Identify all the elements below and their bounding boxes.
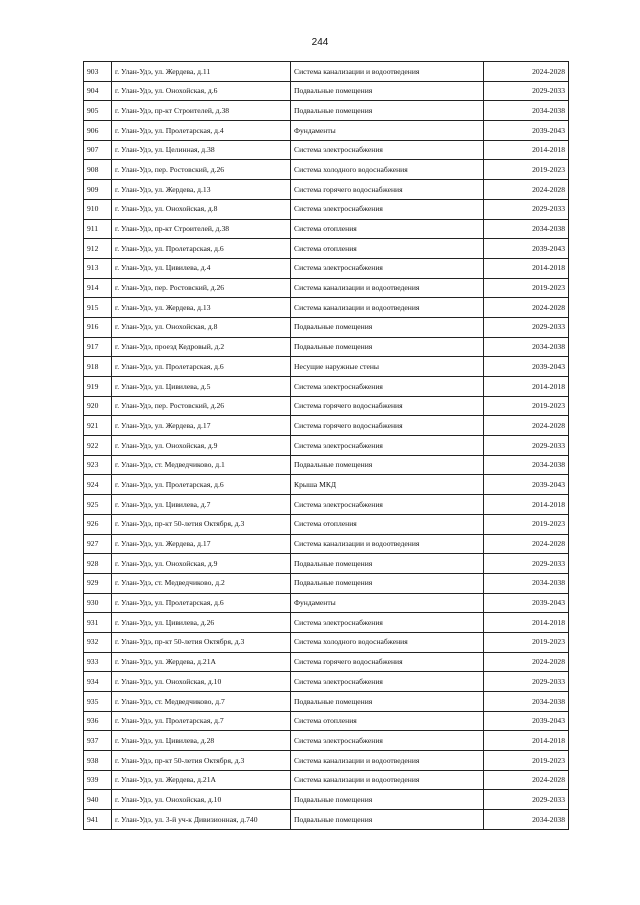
row-system: Система отопления (291, 239, 484, 259)
row-period: 2039-2043 (484, 593, 569, 613)
row-system: Система канализации и водоотведения (291, 751, 484, 771)
row-system: Система отопления (291, 711, 484, 731)
row-system: Система электроснабжения (291, 199, 484, 219)
row-period: 2034-2038 (484, 337, 569, 357)
repair-schedule-table (83, 61, 569, 830)
row-address: г. Улан-Удэ, ст. Медведчиково, д.7 (112, 692, 291, 712)
row-system: Система отопления (291, 514, 484, 534)
row-system: Система электроснабжения (291, 140, 484, 160)
table-row (84, 790, 569, 810)
row-system: Подвальные помещения (291, 692, 484, 712)
row-system: Фундаменты (291, 121, 484, 141)
row-number: 936 (84, 711, 112, 731)
row-period: 2029-2033 (484, 199, 569, 219)
table-row (84, 455, 569, 475)
row-system: Система холодного водоснабжения (291, 632, 484, 652)
row-number: 941 (84, 810, 112, 830)
table-row (84, 258, 569, 278)
row-period: 2029-2033 (484, 436, 569, 456)
row-address: г. Улан-Удэ, пер. Ростовский, д.26 (112, 396, 291, 416)
row-number: 929 (84, 573, 112, 593)
table-row (84, 554, 569, 574)
row-system: Подвальные помещения (291, 337, 484, 357)
row-address: г. Улан-Удэ, ул. Онохойская, д.9 (112, 554, 291, 574)
row-address: г. Улан-Удэ, пер. Ростовский, д.26 (112, 160, 291, 180)
table-row (84, 573, 569, 593)
row-period: 2039-2043 (484, 357, 569, 377)
row-period: 2034-2038 (484, 455, 569, 475)
table-row (84, 593, 569, 613)
row-number: 906 (84, 121, 112, 141)
row-number: 927 (84, 534, 112, 554)
row-number: 930 (84, 593, 112, 613)
row-number: 934 (84, 672, 112, 692)
row-number: 903 (84, 62, 112, 82)
row-period: 2014-2018 (484, 377, 569, 397)
table-row (84, 613, 569, 633)
row-period: 2014-2018 (484, 731, 569, 751)
row-number: 926 (84, 514, 112, 534)
table-row (84, 770, 569, 790)
row-number: 916 (84, 317, 112, 337)
row-address: г. Улан-Удэ, ст. Медведчиково, д.1 (112, 455, 291, 475)
row-system: Система электроснабжения (291, 436, 484, 456)
row-period: 2024-2028 (484, 180, 569, 200)
row-period: 2014-2018 (484, 258, 569, 278)
row-system: Несущие наружные стены (291, 357, 484, 377)
row-address: г. Улан-Удэ, пр-кт 50-летия Октября, д.3 (112, 632, 291, 652)
row-address: г. Улан-Удэ, ул. Жердева, д.21А (112, 770, 291, 790)
table-row (84, 219, 569, 239)
row-number: 914 (84, 278, 112, 298)
row-number: 928 (84, 554, 112, 574)
row-address: г. Улан-Удэ, ул. Целинная, д.38 (112, 140, 291, 160)
row-address: г. Улан-Удэ, пр-кт 50-летия Октября, д.3 (112, 751, 291, 771)
row-period: 2019-2023 (484, 514, 569, 534)
row-period: 2014-2018 (484, 613, 569, 633)
row-number: 911 (84, 219, 112, 239)
row-address: г. Улан-Удэ, пр-кт Строителей, д.38 (112, 219, 291, 239)
row-address: г. Улан-Удэ, пр-кт Строителей, д.38 (112, 101, 291, 121)
row-period: 2019-2023 (484, 396, 569, 416)
table-row (84, 475, 569, 495)
row-system: Система электроснабжения (291, 495, 484, 515)
row-address: г. Улан-Удэ, ул. Цивилева, д.5 (112, 377, 291, 397)
row-period: 2039-2043 (484, 711, 569, 731)
row-period: 2024-2028 (484, 770, 569, 790)
row-period: 2029-2033 (484, 81, 569, 101)
row-number: 907 (84, 140, 112, 160)
row-number: 912 (84, 239, 112, 259)
row-period: 2029-2033 (484, 317, 569, 337)
row-address: г. Улан-Удэ, ул. Онохойская, д.8 (112, 317, 291, 337)
table-row (84, 396, 569, 416)
row-system: Подвальные помещения (291, 317, 484, 337)
row-system: Подвальные помещения (291, 455, 484, 475)
row-period: 2034-2038 (484, 810, 569, 830)
row-number: 940 (84, 790, 112, 810)
row-number: 938 (84, 751, 112, 771)
row-system: Подвальные помещения (291, 554, 484, 574)
row-system: Фундаменты (291, 593, 484, 613)
row-system: Система канализации и водоотведения (291, 298, 484, 318)
table-body (84, 62, 569, 830)
table-row (84, 672, 569, 692)
row-address: г. Улан-Удэ, ул. Пролетарская, д.6 (112, 357, 291, 377)
row-address: г. Улан-Удэ, ул. Жердева, д.13 (112, 180, 291, 200)
row-number: 905 (84, 101, 112, 121)
row-period: 2039-2043 (484, 475, 569, 495)
row-system: Система электроснабжения (291, 672, 484, 692)
row-period: 2039-2043 (484, 121, 569, 141)
row-address: г. Улан-Удэ, ул. Цивилева, д.4 (112, 258, 291, 278)
row-address: г. Улан-Удэ, ул. Онохойская, д.10 (112, 790, 291, 810)
row-period: 2029-2033 (484, 554, 569, 574)
table-row (84, 436, 569, 456)
table-row (84, 199, 569, 219)
table-row (84, 357, 569, 377)
row-address: г. Улан-Удэ, ул. Жердева, д.13 (112, 298, 291, 318)
table-row (84, 377, 569, 397)
row-system: Система горячего водоснабжения (291, 652, 484, 672)
row-number: 924 (84, 475, 112, 495)
row-system: Подвальные помещения (291, 101, 484, 121)
row-system: Система отопления (291, 219, 484, 239)
row-address: г. Улан-Удэ, ул. Жердева, д.11 (112, 62, 291, 82)
row-period: 2029-2033 (484, 672, 569, 692)
table-row (84, 652, 569, 672)
row-period: 2029-2033 (484, 790, 569, 810)
row-address: г. Улан-Удэ, ул. Жердева, д.21А (112, 652, 291, 672)
table-row (84, 62, 569, 82)
row-system: Система канализации и водоотведения (291, 534, 484, 554)
row-system: Подвальные помещения (291, 573, 484, 593)
row-address: г. Улан-Удэ, ул. Онохойская, д.10 (112, 672, 291, 692)
table-row (84, 751, 569, 771)
row-number: 918 (84, 357, 112, 377)
row-address: г. Улан-Удэ, ул. 3-й уч-к Дивизионная, д.740 (112, 810, 291, 830)
row-period: 2034-2038 (484, 219, 569, 239)
table-row (84, 337, 569, 357)
row-number: 933 (84, 652, 112, 672)
row-address: г. Улан-Удэ, ул. Пролетарская, д.6 (112, 593, 291, 613)
table-row (84, 101, 569, 121)
row-number: 935 (84, 692, 112, 712)
page-number: 244 (311, 37, 329, 48)
row-period: 2019-2023 (484, 632, 569, 652)
row-number: 932 (84, 632, 112, 652)
row-system: Система горячего водоснабжения (291, 396, 484, 416)
table-row (84, 632, 569, 652)
row-address: г. Улан-Удэ, ул. Пролетарская, д.4 (112, 121, 291, 141)
row-period: 2019-2023 (484, 751, 569, 771)
table-row (84, 298, 569, 318)
row-number: 919 (84, 377, 112, 397)
table-row (84, 711, 569, 731)
row-number: 909 (84, 180, 112, 200)
row-period: 2019-2023 (484, 278, 569, 298)
table-row (84, 495, 569, 515)
row-system: Крыша МКД (291, 475, 484, 495)
row-system: Система канализации и водоотведения (291, 770, 484, 790)
row-address: г. Улан-Удэ, пр-кт 50-летия Октября, д.3 (112, 514, 291, 534)
row-period: 2024-2028 (484, 534, 569, 554)
row-system: Подвальные помещения (291, 790, 484, 810)
row-number: 917 (84, 337, 112, 357)
row-number: 913 (84, 258, 112, 278)
row-address: г. Улан-Удэ, ул. Пролетарская, д.6 (112, 475, 291, 495)
table-row (84, 810, 569, 830)
row-period: 2024-2028 (484, 298, 569, 318)
row-address: г. Улан-Удэ, ул. Пролетарская, д.6 (112, 239, 291, 259)
row-number: 931 (84, 613, 112, 633)
row-number: 925 (84, 495, 112, 515)
table-row (84, 81, 569, 101)
row-number: 915 (84, 298, 112, 318)
row-system: Система электроснабжения (291, 731, 484, 751)
row-system: Система канализации и водоотведения (291, 278, 484, 298)
row-system: Система холодного водоснабжения (291, 160, 484, 180)
row-address: г. Улан-Удэ, ул. Пролетарская, д.7 (112, 711, 291, 731)
row-number: 910 (84, 199, 112, 219)
row-period: 2014-2018 (484, 140, 569, 160)
table-row (84, 278, 569, 298)
table-row (84, 180, 569, 200)
table-row (84, 514, 569, 534)
row-address: г. Улан-Удэ, ул. Онохойская, д.6 (112, 81, 291, 101)
row-period: 2019-2023 (484, 160, 569, 180)
row-address: г. Улан-Удэ, ул. Цивилева, д.26 (112, 613, 291, 633)
row-address: г. Улан-Удэ, ст. Медведчиково, д.2 (112, 573, 291, 593)
row-address: г. Улан-Удэ, пер. Ростовский, д.26 (112, 278, 291, 298)
row-address: г. Улан-Удэ, ул. Цивилева, д.7 (112, 495, 291, 515)
row-period: 2039-2043 (484, 239, 569, 259)
row-system: Система электроснабжения (291, 613, 484, 633)
row-number: 923 (84, 455, 112, 475)
row-number: 908 (84, 160, 112, 180)
row-system: Подвальные помещения (291, 81, 484, 101)
row-address: г. Улан-Удэ, ул. Жердева, д.17 (112, 534, 291, 554)
row-period: 2024-2028 (484, 652, 569, 672)
row-period: 2024-2028 (484, 62, 569, 82)
row-period: 2034-2038 (484, 573, 569, 593)
row-number: 904 (84, 81, 112, 101)
table-row (84, 140, 569, 160)
table-row (84, 317, 569, 337)
table-row (84, 534, 569, 554)
table-row (84, 121, 569, 141)
row-period: 2034-2038 (484, 692, 569, 712)
table-row (84, 416, 569, 436)
row-period: 2034-2038 (484, 101, 569, 121)
row-address: г. Улан-Удэ, ул. Онохойская, д.9 (112, 436, 291, 456)
row-period: 2014-2018 (484, 495, 569, 515)
row-system: Система горячего водоснабжения (291, 180, 484, 200)
row-number: 937 (84, 731, 112, 751)
table-row (84, 160, 569, 180)
row-address: г. Улан-Удэ, ул. Цивилева, д.28 (112, 731, 291, 751)
table-row (84, 692, 569, 712)
row-number: 939 (84, 770, 112, 790)
row-number: 920 (84, 396, 112, 416)
row-system: Система канализации и водоотведения (291, 62, 484, 82)
row-address: г. Улан-Удэ, ул. Жердева, д.17 (112, 416, 291, 436)
table-row (84, 731, 569, 751)
row-system: Система электроснабжения (291, 258, 484, 278)
row-period: 2024-2028 (484, 416, 569, 436)
row-system: Система электроснабжения (291, 377, 484, 397)
row-number: 922 (84, 436, 112, 456)
row-address: г. Улан-Удэ, ул. Онохойская, д.8 (112, 199, 291, 219)
row-number: 921 (84, 416, 112, 436)
row-system: Система горячего водоснабжения (291, 416, 484, 436)
table-row (84, 239, 569, 259)
row-system: Подвальные помещения (291, 810, 484, 830)
row-address: г. Улан-Удэ, проезд Кедровый, д.2 (112, 337, 291, 357)
